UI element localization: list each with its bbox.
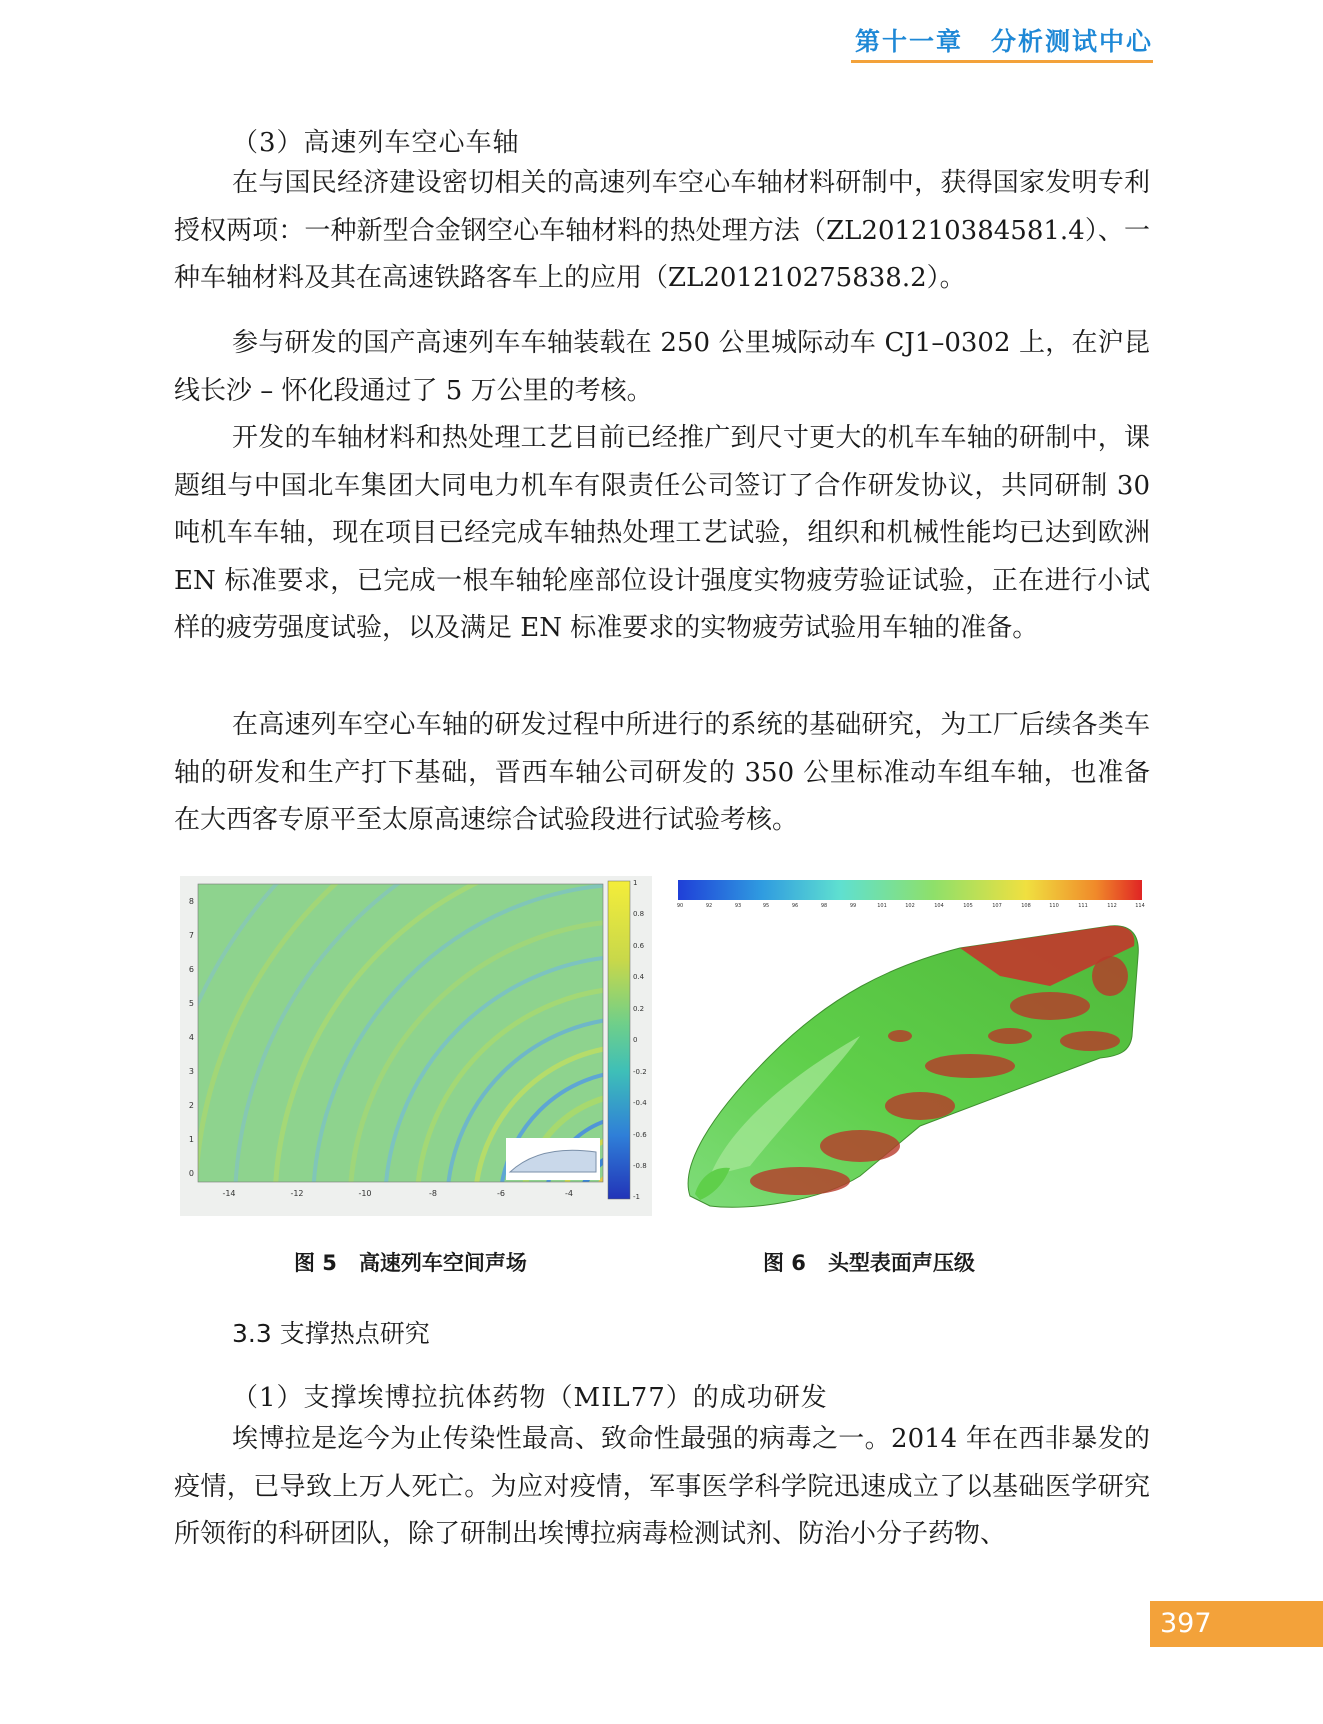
header-rule [851, 60, 1153, 63]
paragraph-testing: 参与研发的国产高速列车车轴装载在 250 公里城际动车 CJ1–0302 上，在沪昆线长沙 – 怀化段通过了 5 万公里的考核。 [174, 328, 1150, 406]
x-tick: -6 [497, 1189, 505, 1198]
y-tick: 1 [188, 1135, 194, 1144]
sound-field-plot [180, 876, 652, 1216]
x-tick: -14 [222, 1189, 236, 1198]
colorbar-tick: 110 [1049, 903, 1059, 909]
colorbar-tick: 102 [905, 903, 915, 909]
section-title: 3.3 支撑热点研究 [232, 1319, 430, 1348]
page-number: 397 [1150, 1601, 1323, 1647]
colorbar-tick: 0.8 [633, 910, 645, 918]
colorbar-tick: 114 [1135, 903, 1145, 909]
figure-6-title: 头型表面声压级 [827, 1251, 975, 1275]
colorbar-tick: 93 [734, 903, 742, 909]
x-tick: -12 [290, 1189, 304, 1198]
fig6-colorbar [678, 880, 1142, 900]
colorbar-tick: 90 [676, 903, 684, 909]
chapter-label: 第十一章 [854, 27, 963, 56]
x-tick: -4 [565, 1189, 573, 1198]
paragraph-patents: 在与国民经济建设密切相关的高速列车空心车轴材料研制中，获得国家发明专利授权两项：一种新型合金钢空心车轴材料的热处理方法（ZL201210384581.4）、一种车轴材料及其在高速铁路客车上的应用（ZL201210275838.2）。 [174, 168, 1150, 293]
header-title [855, 22, 1153, 58]
colorbar-tick: 0 [633, 1036, 638, 1044]
colorbar-tick: 108 [1021, 903, 1031, 909]
colorbar-tick: 92 [705, 903, 713, 909]
colorbar-tick: -0.4 [633, 1099, 647, 1107]
colorbar-tick: 98 [820, 903, 828, 909]
y-tick: 4 [188, 1033, 194, 1042]
colorbar-tick: -1 [633, 1193, 640, 1201]
figure-5-caption [294, 1247, 527, 1277]
y-tick: 8 [188, 897, 194, 906]
colorbar-tick: -0.2 [633, 1068, 647, 1076]
y-tick: 7 [188, 931, 194, 940]
colorbar-tick: 1 [633, 879, 638, 887]
colorbar-tick: 0.6 [633, 942, 645, 950]
paragraph-locomotive: 开发的车轴材料和热处理工艺目前已经推广到尺寸更大的机车车轴的研制中，课题组与中国北车集团大同电力机车有限责任公司签订了合作研发协议，共同研制 30 吨机车车轴，现在项目已经完成车轴热处理工艺试验，组织和机械性能均已达到欧洲 EN 标准要求，已完成一根车轴轮座部位设计强度实物疲劳验证试验，正在进行小试样的疲劳强度试验，以及满足 EN 标准要求的实物疲劳试验用车轴的准备。 [174, 423, 1150, 643]
figure-6 [670, 876, 1148, 1216]
colorbar-tick: 0.4 [633, 973, 645, 981]
colorbar-tick: 107 [992, 903, 1002, 909]
y-tick: 2 [188, 1101, 194, 1110]
figure-6-caption [763, 1247, 975, 1277]
colorbar-tick: 111 [1078, 903, 1088, 909]
paragraph-ebola: 埃博拉是迄今为止传染性最高、致命性最强的病毒之一。2014 年在西非暴发的疫情，已导致上万人死亡。为应对疫情，军事医学科学院迅速成立了以基础医学研究所领衔的科研团队，除了研制出埃博拉病毒检测试剂、防治小分子药物、 [174, 1424, 1150, 1549]
colorbar-tick: 96 [791, 903, 799, 909]
center-label: 分析测试中心 [990, 27, 1153, 56]
colorbar-tick: -0.8 [633, 1162, 647, 1170]
subheading-axle: （3）高速列车空心车轴 [232, 128, 520, 158]
paragraph-research: 在高速列车空心车轴的研发过程中所进行的系统的基础研究，为工厂后续各类车轴的研发和生产打下基础，晋西车轴公司研发的 350 公里标准动车组车轴，也准备在大西客专原平至太原高速综合试验段进行试验考核。 [174, 710, 1150, 835]
colorbar-tick: 105 [963, 903, 973, 909]
train-head-plot [670, 876, 1148, 1216]
figure-5-number: 图 5 [294, 1251, 337, 1275]
colorbar-tick: 99 [849, 903, 857, 909]
colorbar-tick: 104 [934, 903, 944, 909]
colorbar-tick: 95 [762, 903, 770, 909]
x-tick: -10 [358, 1189, 372, 1198]
y-tick: 0 [188, 1169, 194, 1178]
y-tick: 5 [188, 999, 194, 1008]
figure-5 [180, 876, 652, 1216]
colorbar-tick: -0.6 [633, 1131, 647, 1139]
colorbar-tick: 101 [877, 903, 887, 909]
fig5-colorbar [608, 881, 630, 1199]
x-tick: -8 [429, 1189, 437, 1198]
subheading-ebola: （1）支撑埃博拉抗体药物（MIL77）的成功研发 [232, 1383, 828, 1413]
y-tick: 6 [188, 965, 194, 974]
colorbar-tick: 112 [1107, 903, 1117, 909]
y-tick: 3 [188, 1067, 194, 1076]
figure-6-number: 图 6 [763, 1251, 806, 1275]
colorbar-tick: 0.2 [633, 1005, 645, 1013]
figure-5-title: 高速列车空间声场 [358, 1251, 527, 1275]
